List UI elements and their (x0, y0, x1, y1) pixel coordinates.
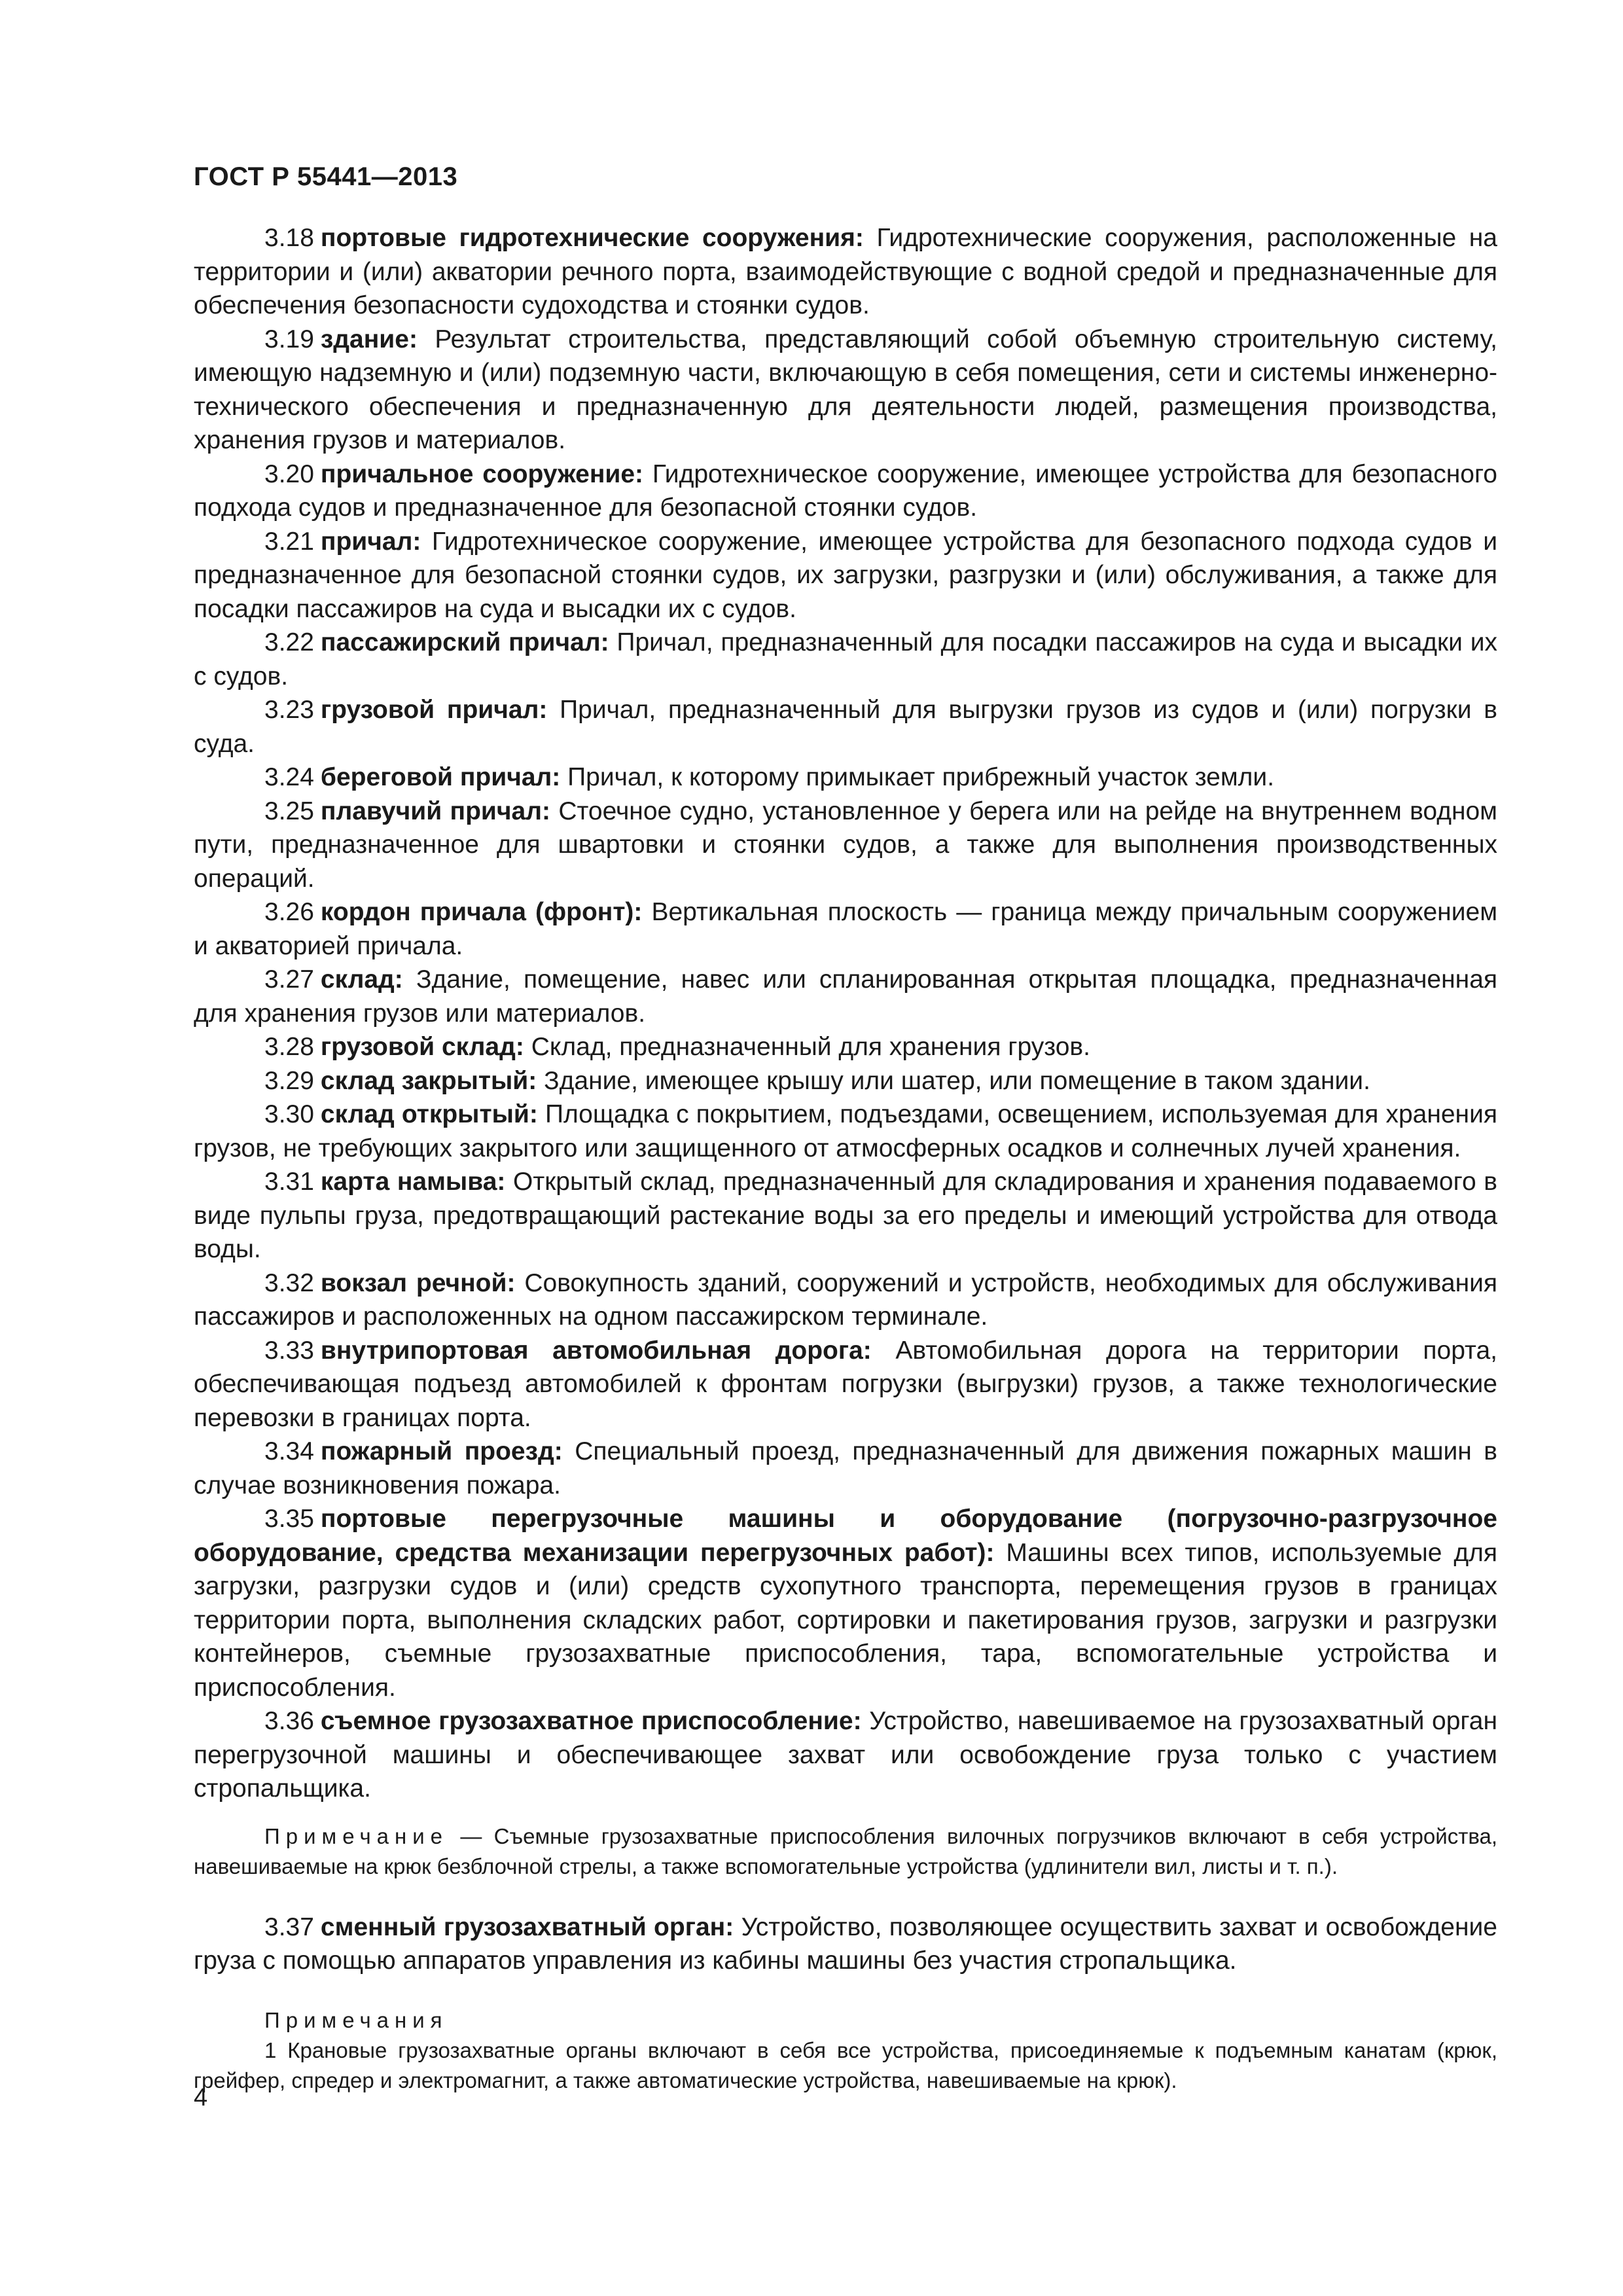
notes-item: 1 Крановые грузозахватные органы включают в себя все устройства, присоединяемые к подъемным канатам (крюк, грейфер, спредер и электромагнит, а также автоматические устройства, навешиваемые на крюк). (194, 2037, 1497, 2092)
definition-entry (194, 323, 1497, 457)
entry-definition: Машины всех типов, используемые для загрузки, разгрузки судов и (или) средств сухопутного транспорта, перемещения грузов в границах территории порта, выполнения складских работ, сортировки и пакетирования грузов, загрузки и разгрузки контейнеров, съемные грузозахватные приспособления, тара, вспомогательные устройства и приспособления. (194, 1538, 1497, 1702)
entry-definition: Специальный проезд, предназначенный для движения пожарных машин в случае возникновения пожара. (194, 1437, 1498, 1499)
entry-number: 3.33 (264, 1336, 314, 1365)
definition-entry (194, 457, 1497, 525)
entry-term: здание: (320, 325, 418, 353)
note-3-36 (194, 1821, 1497, 1882)
definition-entry (194, 1165, 1497, 1266)
entry-number: 3.19 (264, 325, 314, 353)
entry-definition: Здание, имеющее крышу или шатер, или помещение в таком здании. (544, 1066, 1370, 1095)
standard-designation: ГОСТ Р 55441—2013 (194, 162, 458, 191)
entry-term: причальное сооружение: (320, 459, 644, 488)
definition-entry (194, 626, 1497, 693)
entry-term: кордон причала (фронт): (320, 898, 643, 926)
entry-definition: Причал, предназначенный для выгрузки грузов из судов и (или) погрузки в суда. (194, 696, 1497, 758)
entry-definition: Причал, предназначенный для посадки пассажиров на суда и высадки их с судов. (194, 628, 1497, 691)
definition-entry (194, 1064, 1497, 1098)
entry-number: 3.28 (264, 1033, 314, 1061)
entry-definition: Вертикальная плоскость — граница между причальным сооружением и акваторией причала. (194, 898, 1498, 960)
definition-entry (194, 1266, 1497, 1334)
entry-term: склад открытый: (320, 1100, 538, 1128)
definition-entry (194, 221, 1497, 323)
entry-definition: Здание, помещение, навес или спланированная открытая площадка, предназначенная для хранения грузов или материалов. (194, 965, 1497, 1028)
entry-term: карта намыва: (320, 1168, 506, 1196)
entry-number: 3.34 (264, 1437, 314, 1465)
entry-definition: Гидротехнические сооружения, расположенные на территории и (или) акватории речного порта, взаимодействующие с водной средой и предназначенные для обеспечения безопасности судоходства и стоянки судов. (194, 224, 1497, 319)
entry-term: внутрипортовая автомобильная дорога: (320, 1336, 872, 1365)
entry-definition: Открытый склад, предназначенный для складирования и хранения подаваемого в виде пульпы груза, предотвращающий растекание воды за его пределы и имеющий устройства для отвода воды. (194, 1168, 1498, 1263)
entry-number: 3.32 (264, 1268, 314, 1297)
entry-term: плавучий причал: (320, 797, 550, 825)
definition-entry (194, 1435, 1497, 1502)
entry-number: 3.26 (264, 898, 314, 926)
entry-number: 3.23 (264, 696, 314, 724)
definition-entry-3-37 (194, 1910, 1497, 1978)
definition-entry (194, 1704, 1497, 1806)
definition-entry (194, 895, 1497, 963)
entry-number: 3.22 (264, 628, 314, 656)
entry-definition: Автомобильная дорога на территории порта, обеспечивающая подъезд автомобилей к фронтам погрузки (выгрузки) грузов, а также технологические перевозки в границах порта. (194, 1336, 1497, 1432)
entry-number: 3.37 (264, 1912, 314, 1941)
document-body (194, 221, 1497, 2096)
entry-number: 3.29 (264, 1066, 314, 1095)
entry-term: склад: (320, 965, 403, 994)
entry-definition: Причал, к которому примыкает прибрежный участок земли. (567, 763, 1275, 791)
entry-term: грузовой склад: (320, 1033, 524, 1061)
definition-entry (194, 761, 1497, 795)
notes-3-37 (194, 2005, 1497, 2096)
entry-number: 3.27 (264, 965, 314, 994)
entry-term: грузовой причал: (320, 696, 548, 724)
entry-number: 3.30 (264, 1100, 314, 1128)
entry-definition: Устройство, навешиваемое на грузозахватный орган перегрузочной машины и обеспечивающее захват или освобождение груза только с участием стропальщика. (194, 1707, 1498, 1803)
definition-entry (194, 1502, 1497, 1704)
definition-entry (194, 1334, 1497, 1435)
entry-term: сменный грузозахватный орган: (320, 1912, 734, 1941)
definition-entry (194, 525, 1497, 626)
entry-term: портовые перегрузочные машины и оборудование (погрузочно-разгрузочное оборудование, средства механизации перегрузочных работ): (194, 1505, 1497, 1567)
entry-number: 3.35 (264, 1505, 314, 1533)
entry-number: 3.36 (264, 1707, 314, 1735)
entry-definition: Площадка с покрытием, подъездами, освещением, используемая для хранения грузов, не требующих закрытого или защищенного от атмосферных осадков и солнечных лучей хранения. (194, 1100, 1497, 1162)
entry-definition: Совокупность зданий, сооружений и устройств, необходимых для обслуживания пассажиров и расположенных на одном пассажирском терминале. (194, 1268, 1498, 1331)
entry-term: портовые гидротехнические сооружения: (320, 224, 864, 252)
entry-definition: Гидротехническое сооружение, имеющее устройства для безопасного подхода судов и предназначенное для безопасной стоянки судов, их загрузки, разгрузки и (или) обслуживания, а также для посадки пассажиров на суда и высадки их с судов. (194, 527, 1497, 623)
entry-term: пассажирский причал: (320, 628, 609, 656)
entry-number: 3.25 (264, 797, 314, 825)
entry-number: 3.31 (264, 1168, 314, 1196)
definition-entry (194, 1030, 1497, 1064)
note-text: — Съемные грузозахватные приспособления вилочных погрузчиков включают в себя устройства, навешиваемые на крюк безблочной стрелы, а также вспомогательные устройства (удлинители вил, листы и т. п.). (194, 1823, 1497, 1878)
notes-heading: Примечания (264, 2007, 448, 2032)
entry-term: вокзал речной: (320, 1268, 516, 1297)
entry-number: 3.18 (264, 224, 314, 252)
term-definitions (194, 221, 1497, 1806)
definition-entry (194, 963, 1497, 1030)
entry-definition: Гидротехническое сооружение, имеющее устройства для безопасного подхода судов и предназначенное для безопасной стоянки судов. (194, 459, 1498, 522)
entry-definition: Стоечное судно, установленное у берега или на рейде на внутреннем водном пути, предназначенное для швартовки и стоянки судов, а также для выполнения производственных операций. (194, 797, 1497, 893)
note-heading: Примечание (264, 1823, 449, 1848)
entry-term: пожарный проезд: (320, 1437, 563, 1465)
entry-term: причал: (320, 527, 421, 556)
entry-number: 3.24 (264, 763, 314, 791)
definition-entry (194, 693, 1497, 761)
entry-term: береговой причал: (320, 763, 561, 791)
entry-definition: Устройство, позволяющее осуществить захват и освобождение груза с помощью аппаратов управления из кабины машины без участия стропальщика. (194, 1912, 1497, 1975)
entry-term: съемное грузозахватное приспособление: (320, 1707, 862, 1735)
page-number: 4 (194, 2084, 208, 2111)
entry-term: склад закрытый: (320, 1066, 537, 1095)
definition-entry (194, 795, 1497, 896)
entry-number: 3.20 (264, 459, 314, 488)
entry-definition: Результат строительства, представляющий собой объемную строительную систему, имеющую надземную и (или) подземную части, включающую в себя помещения, сети и системы инженерно-технического обеспечения и предназначенную для деятельности людей, размещения производства, хранения грузов и материалов. (194, 325, 1497, 454)
entry-definition: Склад, предназначенный для хранения грузов. (531, 1033, 1090, 1061)
definition-entry (194, 1098, 1497, 1165)
entry-number: 3.21 (264, 527, 314, 556)
